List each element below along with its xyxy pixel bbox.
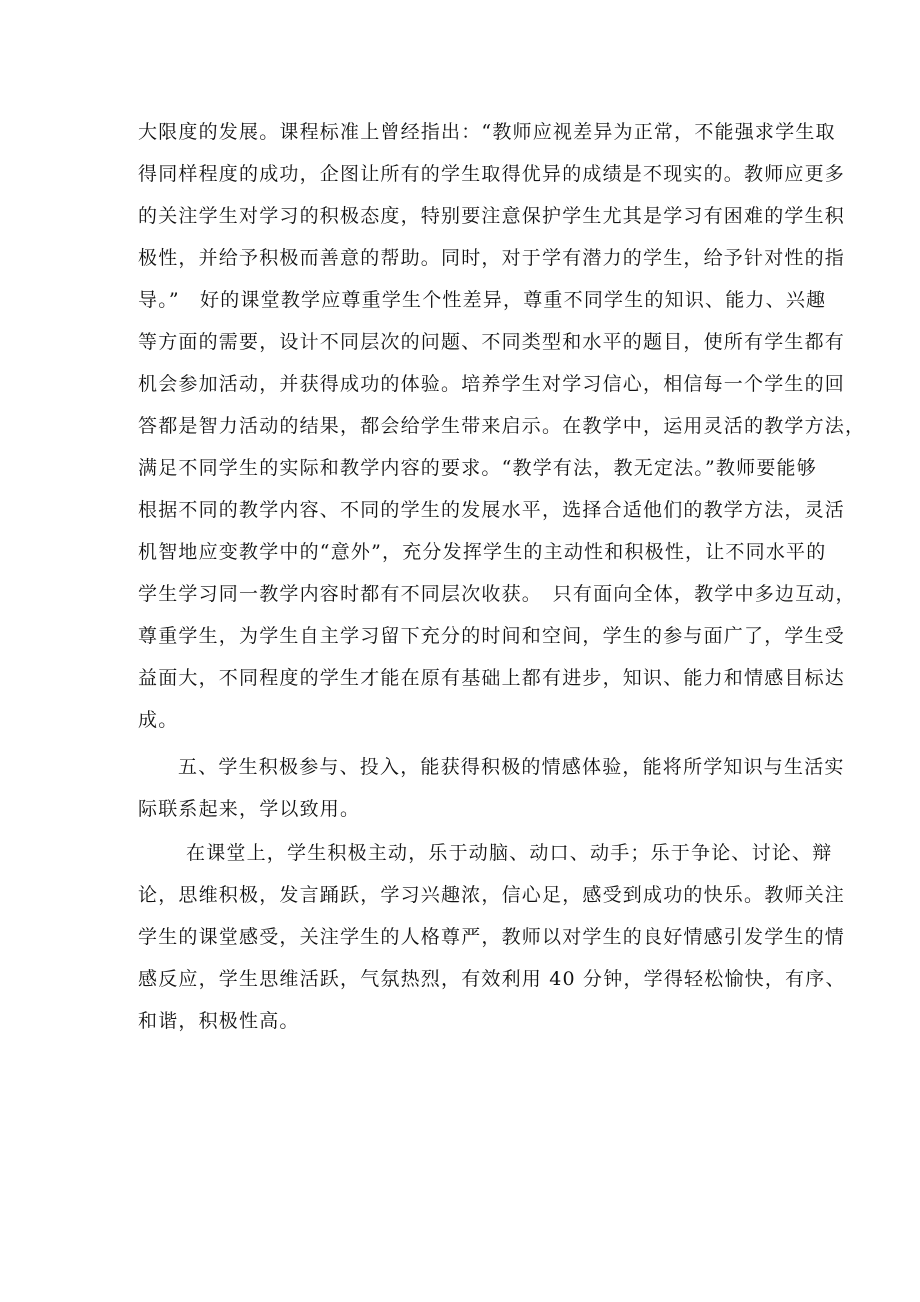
paragraph-1-line-15: 成。	[138, 709, 179, 731]
paragraph-1-line-1: 大限度的发展。课程标准上曾经指出：“教师应视差异为正常，不能强求学生取	[138, 121, 836, 143]
paragraph-1-line-8: 答都是智力活动的结果，都会给学生带来启示。在教学中，运用灵活的教学方法，	[138, 415, 866, 437]
paragraph-1-line-10: 根据不同的教学内容、不同的学生的发展水平，选择合适他们的教学方法，灵活	[138, 499, 846, 521]
paragraph-1-line-7: 机会参加活动，并获得成功的体验。培养学生对学习信心，相信每一个学生的回	[138, 373, 846, 395]
paragraph-2-line-1: 在课堂上，学生积极主动，乐于动脑、动口、动手；乐于争论、讨论、辩	[186, 842, 833, 864]
paragraph-1-line-14: 益面大，不同程度的学生才能在原有基础上都有进步，知识、能力和情感目标达	[138, 667, 846, 689]
paragraph-1-line-9: 满足不同学生的实际和教学内容的要求。“教学有法，教无定法。”教师要能够	[138, 457, 817, 479]
paragraph-1-line-11: 机智地应变教学中的“意外”，充分发挥学生的主动性和积极性，让不同水平的	[138, 541, 827, 563]
paragraph-1-line-4: 极性，并给予积极而善意的帮助。同时，对于学有潜力的学生，给予针对性的指	[138, 247, 846, 269]
paragraph-2-line-5: 和谐，积极性高。	[138, 1010, 300, 1032]
paragraph-1-line-13: 尊重学生，为学生自主学习留下充分的时间和空间，学生的参与面广了，学生受	[138, 625, 846, 647]
paragraph-1-line-3: 的关注学生对学习的积极态度，特别要注意保护学生尤其是学习有困难的学生积	[138, 205, 846, 227]
paragraph-1-line-2: 得同样程度的成功，企图让所有的学生取得优异的成绩是不现实的。教师应更多	[138, 163, 846, 185]
paragraph-1-line-12: 学生学习同一教学内容时都有不同层次收获。 只有面向全体，教学中多边互动，	[138, 583, 856, 605]
paragraph-2-line-2: 论，思维积极，发言踊跃，学习兴趣浓，信心足，感受到成功的快乐。教师关注	[138, 884, 846, 906]
section-heading-5-line-1: 五、学生积极参与、投入，能获得积极的情感体验，能将所学知识与生活实	[178, 756, 845, 778]
paragraph-1-line-5: 导。” 好的课堂教学应尊重学生个性差异，尊重不同学生的知识、能力、兴趣	[138, 289, 827, 311]
paragraph-1-line-6: 等方面的需要，设计不同层次的问题、不同类型和水平的题目，使所有学生都有	[138, 331, 846, 353]
section-heading-5-line-2: 际联系起来，学以致用。	[138, 798, 361, 820]
paragraph-2-line-4: 感反应，学生思维活跃，气氛热烈，有效利用 40 分钟，学得轻松愉快，有序、	[138, 968, 846, 990]
paragraph-2-line-3: 学生的课堂感受，关注学生的人格尊严，教师以对学生的良好情感引发学生的情	[138, 926, 846, 948]
